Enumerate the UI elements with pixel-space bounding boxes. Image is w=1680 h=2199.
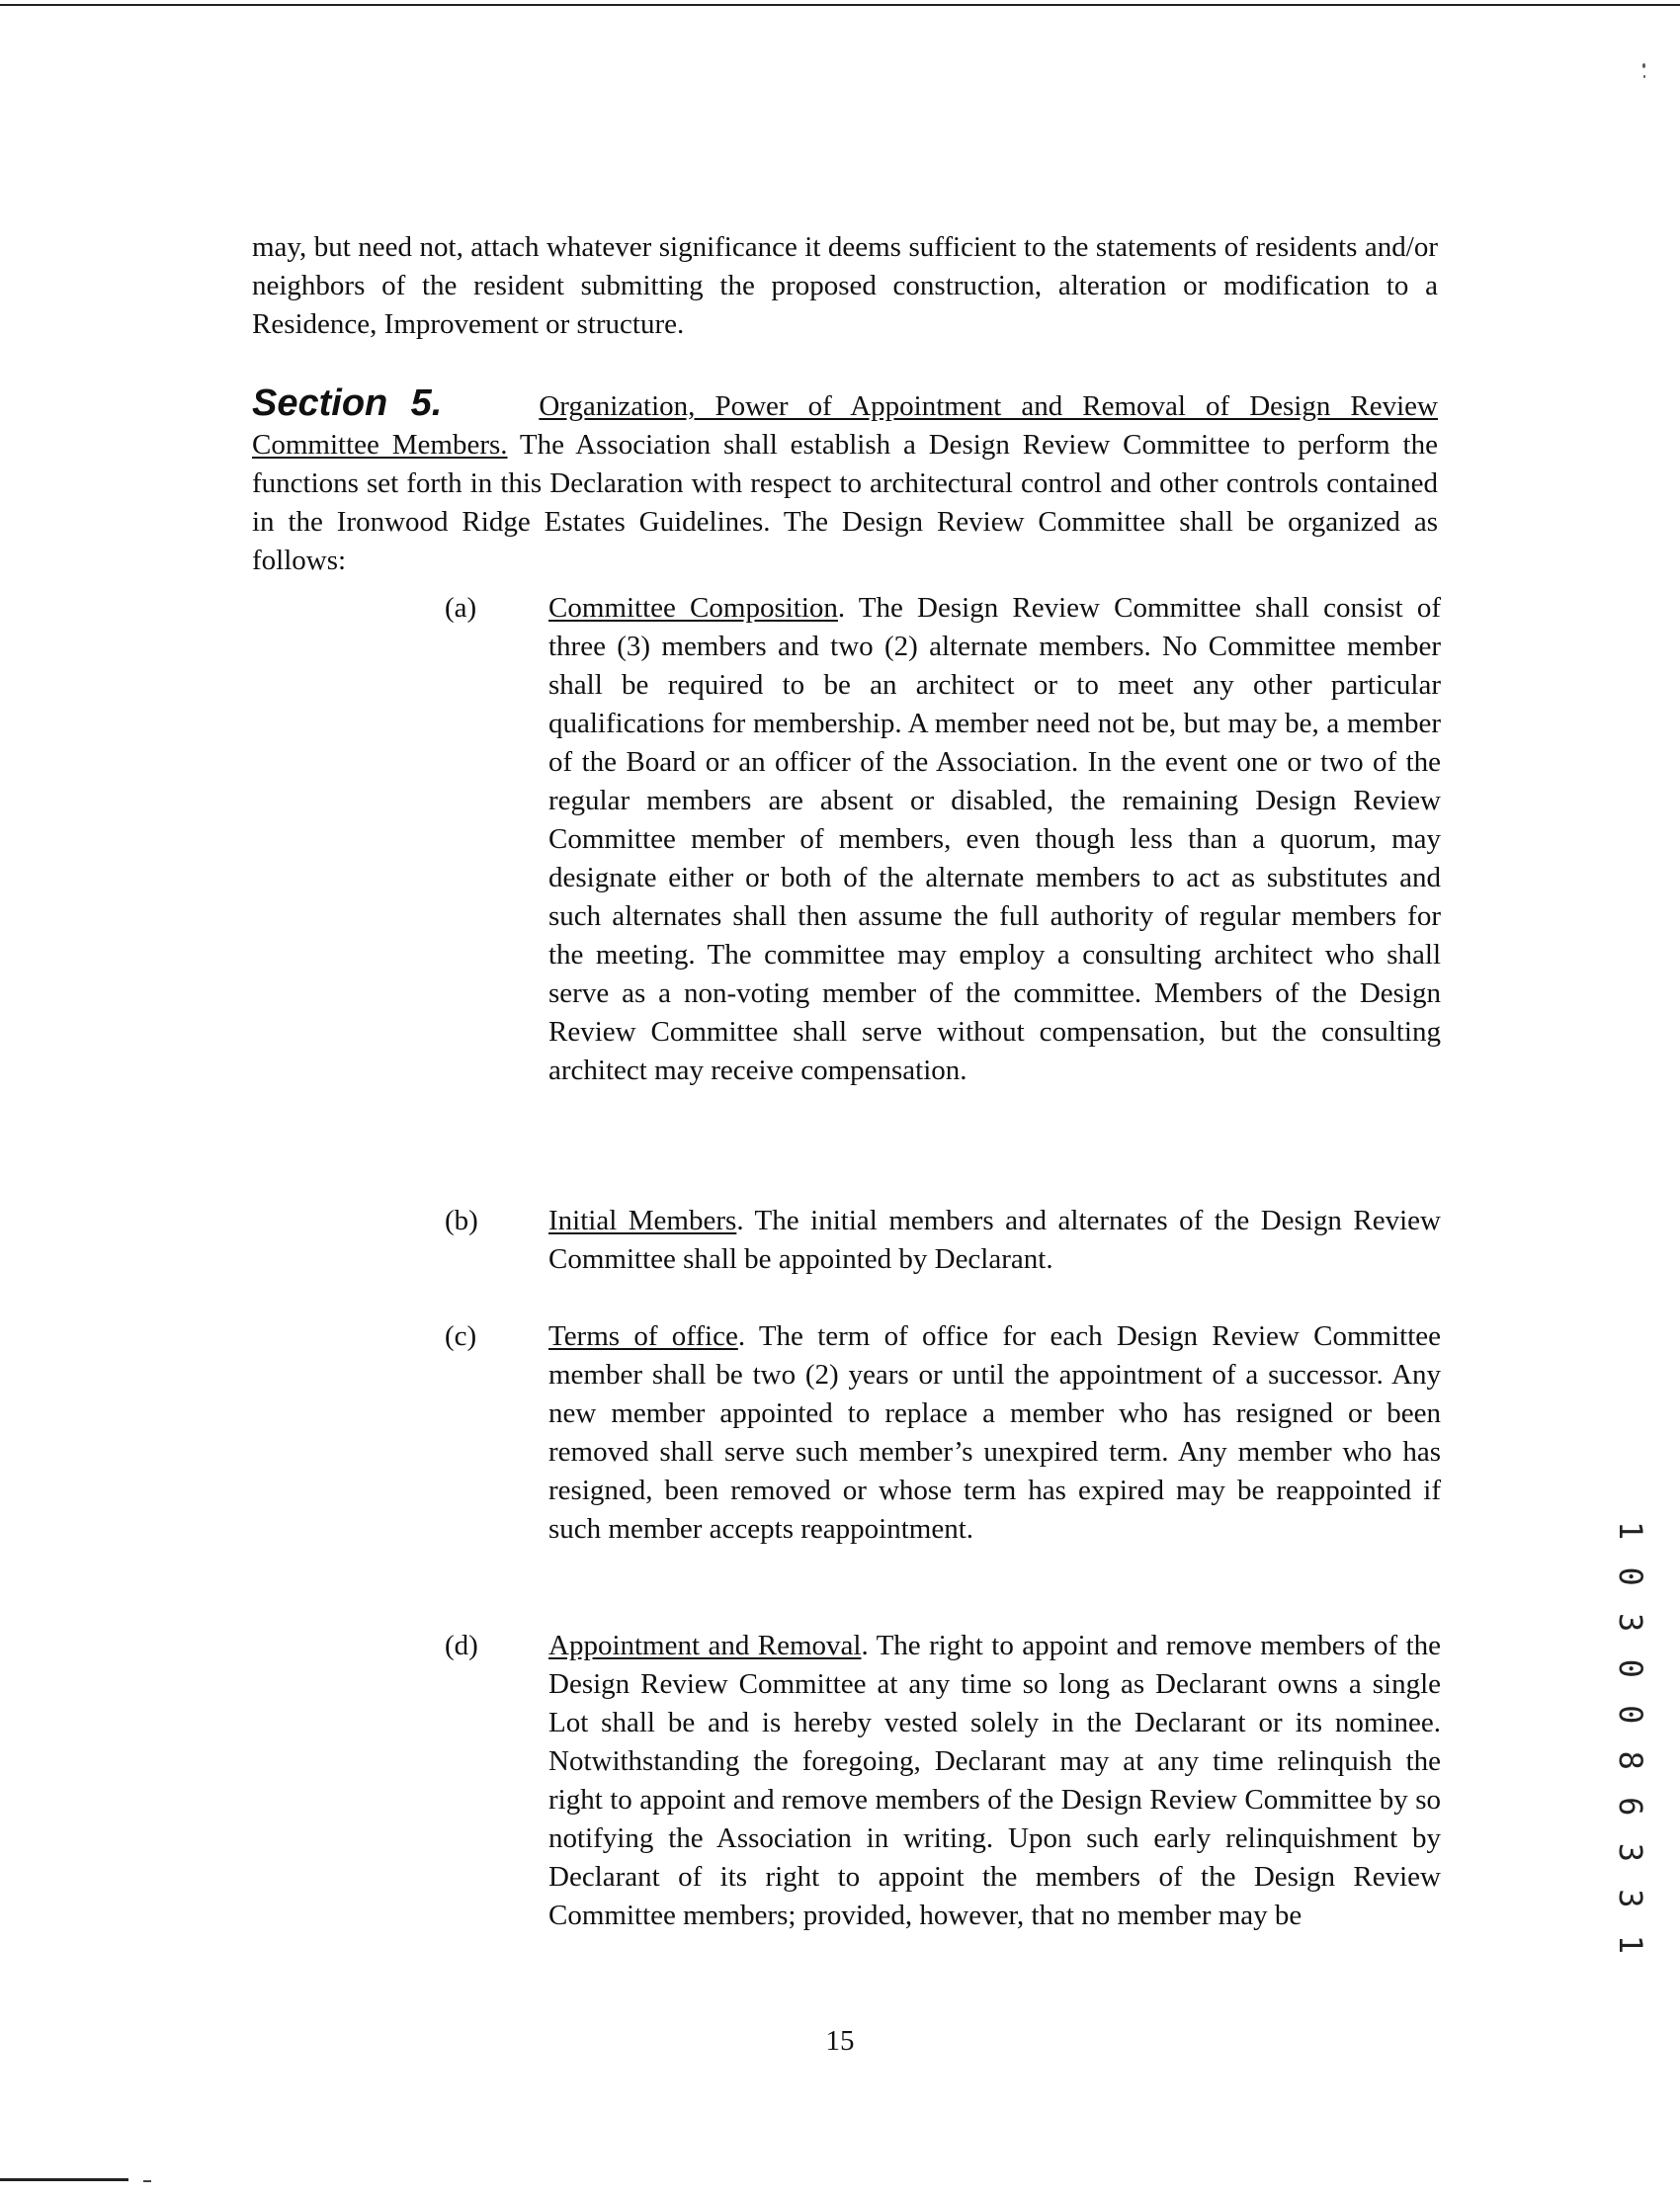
item-body xyxy=(548,1317,1441,1549)
item-body xyxy=(548,1627,1441,1935)
scan-border-bottom xyxy=(0,2178,128,2181)
item-label: (a) xyxy=(445,592,477,624)
item-title: Terms of office xyxy=(548,1320,738,1352)
item-body xyxy=(548,1202,1441,1279)
scan-speck xyxy=(1642,63,1645,68)
intro-paragraph: may, but need not, attach whatever significance it deems sufficient to the statements of residents and/or neighbors of the resident submitting the proposed construction, alteration or modification to a Residence, Improvement or structure. xyxy=(252,231,1438,340)
scan-speck xyxy=(1643,75,1645,78)
item-body xyxy=(548,589,1441,1090)
item-title: Initial Members xyxy=(548,1205,737,1236)
scan-border-top xyxy=(0,4,1680,6)
item-text: . The initial members and alternates of the Design Review Committee shall be appointed by Declarant. xyxy=(548,1205,1441,1275)
page-number: 15 xyxy=(825,2025,855,2057)
item-label: (b) xyxy=(445,1205,478,1236)
section-body: The Association shall establish a Design Review Committee to perform the functions set forth in this Declaration with respect to architectural control and other controls contained in the Ironwood Ridge Estates Guidelines. The Design Review Committee shall be organized as follows: xyxy=(252,429,1438,576)
section-title: Organization, Power of Appointment and Removal of Design Review Committee Members. xyxy=(252,390,1438,461)
section-heading: Section 5. xyxy=(252,382,443,424)
item-title: Appointment and Removal xyxy=(548,1630,862,1661)
item-text: . The right to appoint and remove members of the Design Review Committee at any time so long as Declarant owns a single Lot shall be and is hereby vested solely in the Declarant or its nominee. Notwithstanding the foregoing, Declarant may at any time relinquish the right to appoint and remove members of the Design Review Committee by so notifying the Association in writing. Upon such early relinquishment by Declarant of its right to appoint the members of the Design Review Committee members; provided, however, that no member may be xyxy=(548,1630,1442,1931)
item-label: (c) xyxy=(445,1320,477,1352)
item-label: (d) xyxy=(445,1630,478,1661)
item-text: . The term of office for each Design Review Committee member shall be two (2) years or until the appointment of a successor. Any new member appointed to replace a member who has resigned or been removed shall serve such member’s unexpired term. Any member who has resigned, been removed or whose term has expired may be reappointed if such member accepts reappointment. xyxy=(548,1320,1441,1545)
scan-mark xyxy=(143,2180,151,2182)
document-stamp-number: 1 0 3 0 0 8 6 3 3 1 xyxy=(1612,1520,1649,1959)
section-5-paragraph xyxy=(252,384,1438,580)
item-text: . The Design Review Committee shall consist of three (3) members and two (2) alternate members. No Committee member shall be required to be an architect or to meet any other particular qualifications for membership. A member need not be, but may be, a member of the Board or an officer of the Association. In the event one or two of the regular members are absent or disabled, the remaining Design Review Committee member of members, even though less than a quorum, may designate either or both of the alternate members to act as substitutes and such alternates shall then assume the full authority of regular members for the meeting. The committee may employ a consulting architect who shall serve as a non-voting member of the committee. Members of the Design Review Committee shall serve without compensation, but the consulting architect may receive compensation. xyxy=(548,592,1441,1086)
item-title: Committee Composition xyxy=(548,592,838,624)
